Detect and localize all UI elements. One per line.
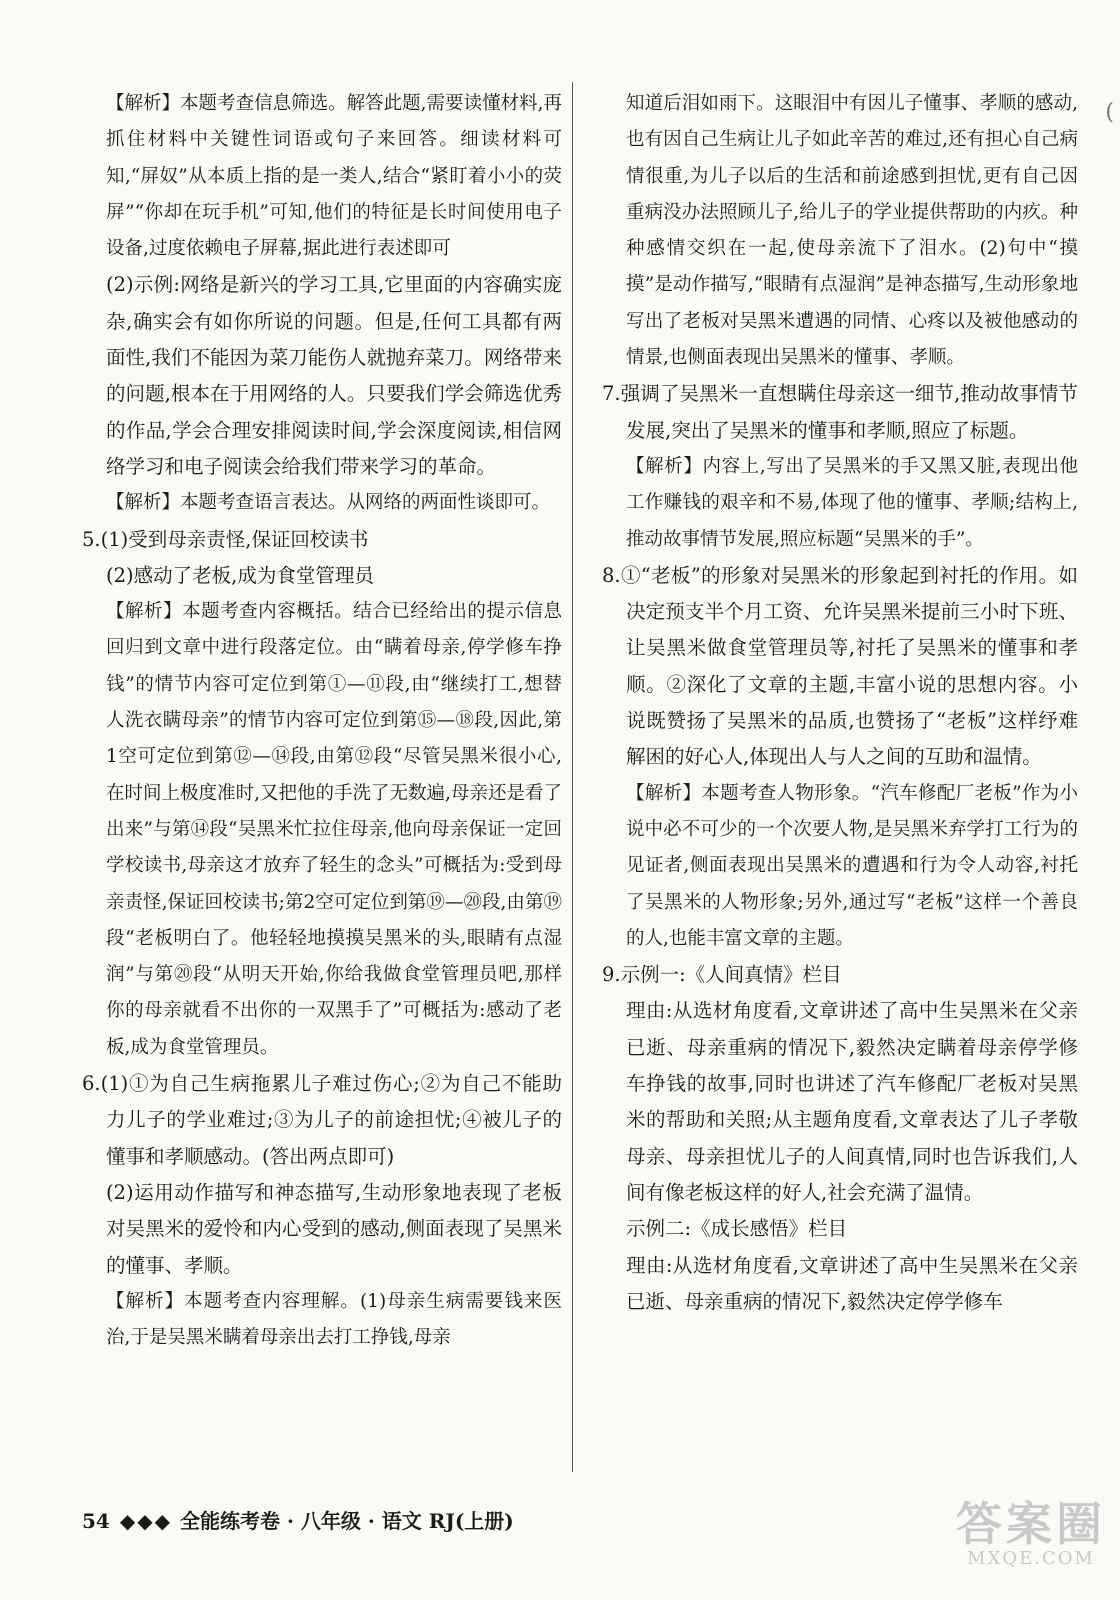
diamond-icons: ◆◆◆ [119,1509,172,1533]
paragraph: 5.(1)受到母亲责怪,保证回校读书 [82,527,369,551]
book-title: 全能练考卷 · 八年级 · 语文 RJ(上册) [180,1509,514,1533]
watermark-url: MXQE.COM [967,1548,1095,1569]
paragraph: 【解析】本题考查内容概括。结合已经给出的提示信息回归到文章中进行段落定位。由“瞒着母亲,停学修车挣钱”的情节内容可定位到第①—⑪段,由“继续打工,想替人洗衣瞒母亲”的情节内容可定位到第⑮—⑱段,因此,第1空可定位到第⑫—⑭段,由第⑫段“尽管吴黑米很小心,在时间上极度准时,又把他的手洗了无数遍,母亲还是看了出来”与第⑭段“吴黑米忙拉住母亲,他向母亲保证一定回学校读书,母亲这才放弃了轻生的念头”可概括为:受到母亲责怪,保证回校读书;第2空可定位到第⑲—⑳段,由第⑲段“老板明白了。他轻轻地摸摸吴黑米的头,眼睛有点湿润”与第⑳段“从明天开始,你给我做食堂管理员吧,那样你的母亲就看不出你的一双黑手了”可概括为:感动了老板,成为食堂管理员。 [106,601,562,1058]
paragraph: 理由:从选材角度看,文章讲述了高中生吴黑米在父亲已逝、母亲重病的情况下,毅然决定瞒着母亲停学修车挣钱的故事,同时也讲述了汽车修配厂老板对吴黑米的帮助和关照;从主题角度看,文章表达了儿子孝敬母亲、母亲担忧儿子的人间真情,同时也告诉我们,人间有像老板这样的好人,社会充满了温情。 [626,999,1078,1204]
paragraph: 【解析】本题考查人物形象。“汽车修配厂老板”作为小说中必不可少的一个次要人物,是吴黑米弃学打工行为的见证者,侧面表现出吴黑米的遭遇和行为令人动容,衬托了吴黑米的人物形象;另外,通过写“老板”这样一个善良的人,也能丰富文章的主题。 [626,782,1078,949]
paragraph: (2)感动了老板,成为食堂管理员 [106,563,374,587]
page-footer [82,1505,514,1534]
paragraph: 【解析】本题考查内容理解。(1)母亲生病需要钱来医治,于是吴黑米瞒着母亲出去打工挣钱,母亲 [106,1290,562,1349]
paragraph: (2)示例:网络是新兴的学习工具,它里面的内容确实庞杂,确实会有如你所说的问题。但是,任何工具都有两面性,我们不能因为菜刀能伤人就抛弃菜刀。网络带来的问题,根本在于用网络的人。只要我们学会筛选优秀的作品,学会合理安排阅读时间,学会深度阅读,相信网络学习和电子阅读会给我们带来学习的革命。 [106,273,562,478]
paragraph: 7.强调了吴黑米一直想瞒住母亲这一细节,推动故事情节发展,突出了吴黑米的懂事和孝顺,照应了标题。 [602,382,1078,442]
right-column [602,86,1078,1320]
paragraph: 【解析】本题考查语言表达。从网络的两面性谈即可。 [106,492,551,514]
watermark-logo: 答案圈 [956,1497,1106,1551]
margin-mark: ( [1105,100,1114,125]
paragraph: 知道后泪如雨下。这眼泪中有因儿子懂事、孝顺的感动,也有因自己生病让儿子如此辛苦的难过,还有担心自己病情很重,为儿子以后的生活和前途感到担忧,更有自己因重病没办法照顾儿子,给儿子的学业提供帮助的内疚。种种感情交织在一起,使母亲流下了泪水。(2)句中“摸摸”是动作描写,“眼睛有点湿润”是神态描写,生动形象地写出了老板对吴黑米遭遇的同情、心疼以及被他感动的情景,也侧面表现出吴黑米的懂事、孝顺。 [626,93,1078,369]
paragraph: (2)运用动作描写和神态描写,生动形象地表现了老板对吴黑米的爱怜和内心受到的感动,侧面表现了吴黑米的懂事、孝顺。 [106,1180,562,1277]
paragraph: 【解析】内容上,写出了吴黑米的手又黑又脏,表现出他工作赚钱的艰辛和不易,体现了他的懂事、孝顺;结构上,推动故事情节发展,照应标题“吴黑米的手”。 [626,455,1078,550]
paragraph: 9.示例一:《人间真情》栏目 [602,963,842,987]
column-divider [572,82,573,1472]
paragraph: 6.(1)①为自己生病拖累儿子难过伤心;②为自己不能助力儿子的学业难过;③为儿子的前途担忧;④被儿子的懂事和孝顺感动。(答出两点即可) [82,1072,562,1168]
page-number: 54 [82,1509,110,1533]
paragraph: 示例二:《成长感悟》栏目 [626,1217,848,1241]
watermark [956,1488,1106,1569]
left-column [82,86,562,1356]
paragraph: 理由:从选材角度看,文章讲述了高中生吴黑米在父亲已逝、母亲重病的情况下,毅然决定停学修车 [626,1253,1078,1313]
paragraph: 【解析】本题考查信息筛选。解答此题,需要读懂材料,再抓住材料中关键性词语或句子来回答。细读材料可知,“屏奴”从本质上指的是一类人,结合“紧盯着小小的荧屏”“你却在玩手机”可知,他们的特征是长时间使用电子设备,过度依赖电子屏幕,据此进行表述即可 [106,93,562,260]
paragraph: 8.①“老板”的形象对吴黑米的形象起到衬托的作用。如决定预支半个月工资、允许吴黑米提前三小时下班、让吴黑米做食堂管理员等,衬托了吴黑米的懂事和孝顺。②深化了文章的主题,丰富小说的思想内容。小说既赞扬了吴黑米的品质,也赞扬了“老板”这样纾难解困的好心人,体现出人与人之间的互助和温情。 [602,563,1078,769]
